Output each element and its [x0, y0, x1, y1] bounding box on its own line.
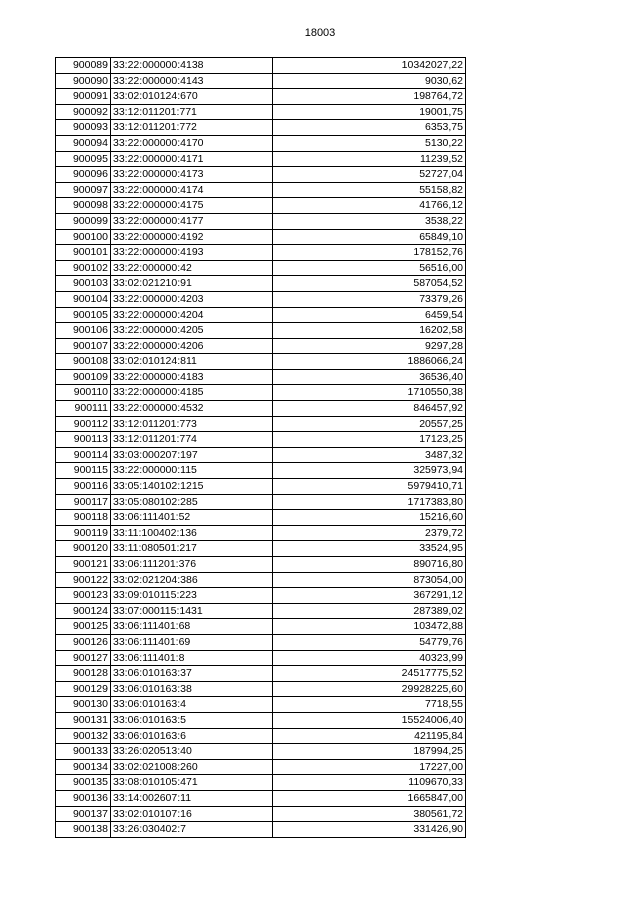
cadastral-value-cell: 33524,95: [273, 541, 466, 557]
cadastral-value-cell: 6459,54: [273, 307, 466, 323]
cadastral-value-cell: 52727,04: [273, 167, 466, 183]
cadastral-value-cell: 1665847,00: [273, 790, 466, 806]
row-number-cell: 900101: [56, 245, 111, 261]
cadastral-number-cell: 33:12:011201:772: [111, 120, 273, 136]
table-row: [56, 135, 466, 151]
row-number-cell: 900133: [56, 744, 111, 760]
row-number-cell: 900106: [56, 323, 111, 339]
table-row: [56, 447, 466, 463]
cadastral-value-cell: 11239,52: [273, 151, 466, 167]
table-row: [56, 510, 466, 526]
cadastral-number-cell: 33:22:000000:4206: [111, 338, 273, 354]
cadastral-number-cell: 33:02:021008:260: [111, 759, 273, 775]
table-row: [56, 681, 466, 697]
cadastral-value-cell: 103472,88: [273, 619, 466, 635]
row-number-cell: 900093: [56, 120, 111, 136]
cadastral-value-cell: 3487,32: [273, 447, 466, 463]
table-row: [56, 822, 466, 838]
cadastral-number-cell: 33:22:000000:4532: [111, 401, 273, 417]
cadastral-number-cell: 33:06:010163:5: [111, 712, 273, 728]
table-row: [56, 323, 466, 339]
cadastral-value-cell: 9297,28: [273, 338, 466, 354]
cadastral-number-cell: 33:02:010107:16: [111, 806, 273, 822]
cadastral-value-cell: 20557,25: [273, 416, 466, 432]
cadastral-value-cell: 55158,82: [273, 182, 466, 198]
table-row: [56, 260, 466, 276]
table-row: [56, 588, 466, 604]
row-number-cell: 900132: [56, 728, 111, 744]
table-row: [56, 401, 466, 417]
cadastral-value-cell: 5979410,71: [273, 479, 466, 495]
cadastral-value-cell: 15524006,40: [273, 712, 466, 728]
row-number-cell: 900095: [56, 151, 111, 167]
cadastral-value-cell: 19001,75: [273, 104, 466, 120]
row-number-cell: 900131: [56, 712, 111, 728]
table-row: [56, 432, 466, 448]
row-number-cell: 900127: [56, 650, 111, 666]
cadastral-value-cell: 287389,02: [273, 603, 466, 619]
cadastral-number-cell: 33:22:000000:4171: [111, 151, 273, 167]
cadastral-number-cell: 33:12:011201:771: [111, 104, 273, 120]
table-row: [56, 744, 466, 760]
row-number-cell: 900129: [56, 681, 111, 697]
table-row: [56, 229, 466, 245]
row-number-cell: 900105: [56, 307, 111, 323]
table-row: [56, 245, 466, 261]
table-row: [56, 650, 466, 666]
cadastral-number-cell: 33:22:000000:4205: [111, 323, 273, 339]
row-number-cell: 900116: [56, 479, 111, 495]
cadastral-value-cell: 54779,76: [273, 634, 466, 650]
cadastral-value-cell: 890716,80: [273, 557, 466, 573]
table-row: [56, 634, 466, 650]
cadastral-value-cell: 2379,72: [273, 525, 466, 541]
table-row: [56, 806, 466, 822]
table-row: [56, 525, 466, 541]
cadastral-number-cell: 33:22:000000:4185: [111, 385, 273, 401]
cadastral-value-cell: 7718,55: [273, 697, 466, 713]
cadastral-value-cell: 1886066,24: [273, 354, 466, 370]
row-number-cell: 900090: [56, 73, 111, 89]
cadastral-value-cell: 187994,25: [273, 744, 466, 760]
cadastral-value-cell: 367291,12: [273, 588, 466, 604]
cadastral-number-cell: 33:22:000000:4138: [111, 58, 273, 74]
row-number-cell: 900097: [56, 182, 111, 198]
row-number-cell: 900109: [56, 369, 111, 385]
cadastral-value-cell: 1109670,33: [273, 775, 466, 791]
table-row: [56, 463, 466, 479]
table-row: [56, 479, 466, 495]
table-row: [56, 276, 466, 292]
cadastral-value-cell: 24517775,52: [273, 666, 466, 682]
cadastral-number-cell: 33:06:111201:376: [111, 557, 273, 573]
row-number-cell: 900115: [56, 463, 111, 479]
row-number-cell: 900089: [56, 58, 111, 74]
table-row: [56, 712, 466, 728]
row-number-cell: 900121: [56, 557, 111, 573]
row-number-cell: 900136: [56, 790, 111, 806]
cadastral-value-cell: 331426,90: [273, 822, 466, 838]
row-number-cell: 900091: [56, 89, 111, 105]
table-row: [56, 307, 466, 323]
cadastral-value-table: [55, 57, 466, 838]
row-number-cell: 900123: [56, 588, 111, 604]
cadastral-number-cell: 33:06:010163:6: [111, 728, 273, 744]
cadastral-value-cell: 6353,75: [273, 120, 466, 136]
cadastral-number-cell: 33:06:111401:8: [111, 650, 273, 666]
row-number-cell: 900117: [56, 494, 111, 510]
cadastral-number-cell: 33:26:020513:40: [111, 744, 273, 760]
cadastral-number-cell: 33:06:111401:69: [111, 634, 273, 650]
cadastral-value-cell: 29928225,60: [273, 681, 466, 697]
cadastral-number-cell: 33:22:000000:4183: [111, 369, 273, 385]
cadastral-number-cell: 33:22:000000:4170: [111, 135, 273, 151]
table-row: [56, 603, 466, 619]
cadastral-number-cell: 33:12:011201:773: [111, 416, 273, 432]
table-row: [56, 73, 466, 89]
cadastral-number-cell: 33:22:000000:115: [111, 463, 273, 479]
cadastral-number-cell: 33:22:000000:4193: [111, 245, 273, 261]
cadastral-value-cell: 587054,52: [273, 276, 466, 292]
cadastral-number-cell: 33:02:021210:91: [111, 276, 273, 292]
table-body: [56, 58, 466, 838]
cadastral-number-cell: 33:02:021204:386: [111, 572, 273, 588]
cadastral-number-cell: 33:06:010163:4: [111, 697, 273, 713]
row-number-cell: 900098: [56, 198, 111, 214]
table-row: [56, 120, 466, 136]
cadastral-number-cell: 33:22:000000:4143: [111, 73, 273, 89]
cadastral-value-cell: 73379,26: [273, 291, 466, 307]
row-number-cell: 900108: [56, 354, 111, 370]
cadastral-value-cell: 17227,00: [273, 759, 466, 775]
cadastral-number-cell: 33:09:010115:223: [111, 588, 273, 604]
table-row: [56, 666, 466, 682]
row-number-cell: 900125: [56, 619, 111, 635]
cadastral-number-cell: 33:11:080501:217: [111, 541, 273, 557]
cadastral-number-cell: 33:14:002607:11: [111, 790, 273, 806]
cadastral-number-cell: 33:02:010124:670: [111, 89, 273, 105]
row-number-cell: 900102: [56, 260, 111, 276]
row-number-cell: 900128: [56, 666, 111, 682]
cadastral-number-cell: 33:22:000000:4204: [111, 307, 273, 323]
table-row: [56, 291, 466, 307]
row-number-cell: 900113: [56, 432, 111, 448]
row-number-cell: 900130: [56, 697, 111, 713]
row-number-cell: 900103: [56, 276, 111, 292]
table-row: [56, 198, 466, 214]
row-number-cell: 900138: [56, 822, 111, 838]
row-number-cell: 900094: [56, 135, 111, 151]
cadastral-number-cell: 33:06:010163:38: [111, 681, 273, 697]
cadastral-value-cell: 198764,72: [273, 89, 466, 105]
table-row: [56, 494, 466, 510]
row-number-cell: 900124: [56, 603, 111, 619]
cadastral-value-cell: 3538,22: [273, 213, 466, 229]
cadastral-value-cell: 380561,72: [273, 806, 466, 822]
cadastral-value-cell: 5130,22: [273, 135, 466, 151]
cadastral-number-cell: 33:06:111401:68: [111, 619, 273, 635]
row-number-cell: 900137: [56, 806, 111, 822]
table-row: [56, 619, 466, 635]
cadastral-number-cell: 33:26:030402:7: [111, 822, 273, 838]
table-row: [56, 775, 466, 791]
table-row: [56, 790, 466, 806]
cadastral-value-cell: 40323,99: [273, 650, 466, 666]
cadastral-number-cell: 33:06:111401:52: [111, 510, 273, 526]
row-number-cell: 900122: [56, 572, 111, 588]
table-row: [56, 151, 466, 167]
cadastral-number-cell: 33:22:000000:4173: [111, 167, 273, 183]
page-number: 18003: [304, 27, 336, 39]
table-row: [56, 541, 466, 557]
cadastral-value-cell: 16202,58: [273, 323, 466, 339]
table-row: [56, 557, 466, 573]
table-row: [56, 182, 466, 198]
cadastral-number-cell: 33:07:000115:1431: [111, 603, 273, 619]
row-number-cell: 900119: [56, 525, 111, 541]
cadastral-number-cell: 33:22:000000:4175: [111, 198, 273, 214]
row-number-cell: 900118: [56, 510, 111, 526]
table-row: [56, 167, 466, 183]
row-number-cell: 900110: [56, 385, 111, 401]
table-row: [56, 104, 466, 120]
cadastral-number-cell: 33:22:000000:4174: [111, 182, 273, 198]
cadastral-value-cell: 41766,12: [273, 198, 466, 214]
cadastral-value-cell: 36536,40: [273, 369, 466, 385]
row-number-cell: 900135: [56, 775, 111, 791]
row-number-cell: 900114: [56, 447, 111, 463]
table-row: [56, 338, 466, 354]
table-row: [56, 385, 466, 401]
table-row: [56, 89, 466, 105]
cadastral-value-cell: 17123,25: [273, 432, 466, 448]
cadastral-number-cell: 33:12:011201:774: [111, 432, 273, 448]
row-number-cell: 900126: [56, 634, 111, 650]
table-row: [56, 572, 466, 588]
cadastral-number-cell: 33:02:010124:811: [111, 354, 273, 370]
cadastral-number-cell: 33:22:000000:4192: [111, 229, 273, 245]
cadastral-value-cell: 9030,62: [273, 73, 466, 89]
row-number-cell: 900112: [56, 416, 111, 432]
cadastral-value-cell: 873054,00: [273, 572, 466, 588]
cadastral-value-cell: 325973,94: [273, 463, 466, 479]
cadastral-number-cell: 33:22:000000:4203: [111, 291, 273, 307]
cadastral-number-cell: 33:22:000000:4177: [111, 213, 273, 229]
cadastral-value-cell: 56516,00: [273, 260, 466, 276]
table-row: [56, 213, 466, 229]
cadastral-value-cell: 421195,84: [273, 728, 466, 744]
row-number-cell: 900111: [56, 401, 111, 417]
cadastral-value-cell: 1717383,80: [273, 494, 466, 510]
row-number-cell: 900134: [56, 759, 111, 775]
cadastral-value-cell: 846457,92: [273, 401, 466, 417]
row-number-cell: 900107: [56, 338, 111, 354]
row-number-cell: 900099: [56, 213, 111, 229]
table-row: [56, 58, 466, 74]
cadastral-number-cell: 33:05:140102:1215: [111, 479, 273, 495]
cadastral-value-cell: 10342027,22: [273, 58, 466, 74]
row-number-cell: 900120: [56, 541, 111, 557]
cadastral-number-cell: 33:06:010163:37: [111, 666, 273, 682]
row-number-cell: 900104: [56, 291, 111, 307]
cadastral-number-cell: 33:11:100402:136: [111, 525, 273, 541]
cadastral-value-cell: 65849,10: [273, 229, 466, 245]
table-row: [56, 416, 466, 432]
cadastral-number-cell: 33:08:010105:471: [111, 775, 273, 791]
row-number-cell: 900096: [56, 167, 111, 183]
table-row: [56, 369, 466, 385]
table-row: [56, 728, 466, 744]
cadastral-number-cell: 33:05:080102:285: [111, 494, 273, 510]
cadastral-value-cell: 15216,60: [273, 510, 466, 526]
row-number-cell: 900100: [56, 229, 111, 245]
table-row: [56, 759, 466, 775]
cadastral-value-cell: 1710550,38: [273, 385, 466, 401]
table-row: [56, 697, 466, 713]
cadastral-value-cell: 178152,76: [273, 245, 466, 261]
cadastral-number-cell: 33:22:000000:42: [111, 260, 273, 276]
row-number-cell: 900092: [56, 104, 111, 120]
cadastral-number-cell: 33:03:000207:197: [111, 447, 273, 463]
table-row: [56, 354, 466, 370]
